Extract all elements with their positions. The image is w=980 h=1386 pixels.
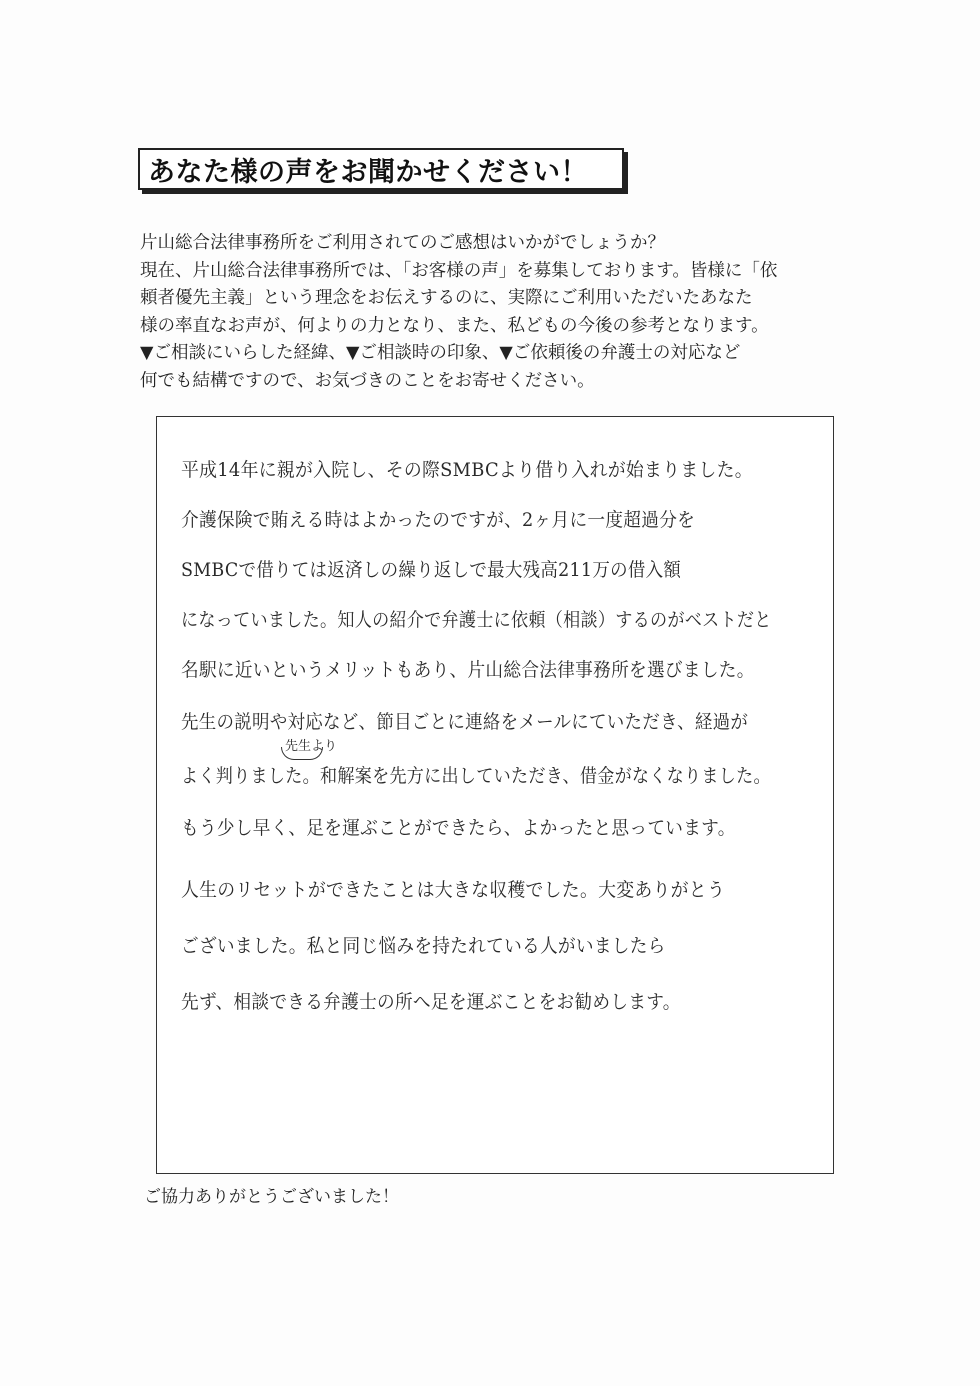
response-line: 人生のリセットができたことは大きな収穫でした。大変ありがとう (181, 879, 726, 901)
response-line: 先生の説明や対応など、節目ごとに連絡をメールにていただき、経過が (181, 711, 749, 733)
handwritten-insert-note: 先生より (285, 739, 338, 754)
response-line: もう少し早く、足を運ぶことができたら、よかったと思っています。 (181, 817, 736, 839)
page-title: あなた様の声をお聞かせください！ (138, 148, 624, 190)
insert-caret-mark (281, 747, 323, 760)
title-banner (138, 148, 624, 190)
handwritten-response-box (156, 416, 834, 1174)
intro-line: 現在、片山総合法律事務所では、「お客様の声」を募集しております。皆様に「依 (140, 260, 778, 281)
response-line: SMBCで借りては返済しの繰り返しで最大残高211万の借入額 (181, 559, 682, 581)
intro-line: 様の率直なお声が、何よりの力となり、また、私どもの今後の参考となります。 (140, 315, 769, 336)
response-line: 名駅に近いというメリットもあり、片山総合法律事務所を選びました。 (181, 659, 755, 681)
thank-you-note: ご協力ありがとうございました！ (144, 1187, 399, 1207)
response-line: になっていました。知人の紹介で弁護士に依頼（相談）するのがベストだと (181, 609, 772, 631)
intro-line: 頼者優先主義」という理念をお伝えするのに、実際にご利用いただいたあなた (140, 288, 753, 308)
intro-line: ▼ご相談にいらした経緯、▼ご相談時の印象、▼ご依頼後の弁護士の対応など (140, 343, 741, 363)
intro-line: 片山総合法律事務所をご利用されてのご感想はいかがでしょうか？ (140, 233, 665, 253)
intro-line: 何でも結構ですので、お気づきのことをお寄せください。 (140, 370, 595, 391)
response-line: ございました。私と同じ悩みを持たれている人がいましたら (181, 935, 666, 957)
response-line: よく判りました。和解案を先方に出していただき、借金がなくなりました。 (181, 765, 771, 787)
response-line: 先ず、相談できる弁護士の所へ足を運ぶことをお勧めします。 (181, 991, 681, 1013)
response-line: 平成14年に親が入院し、その際SMBCより借り入れが始まりました。 (181, 459, 753, 481)
response-line: 介護保険で賄える時はよかったのですが、2ヶ月に一度超過分を (181, 509, 696, 531)
intro-text (140, 230, 860, 395)
